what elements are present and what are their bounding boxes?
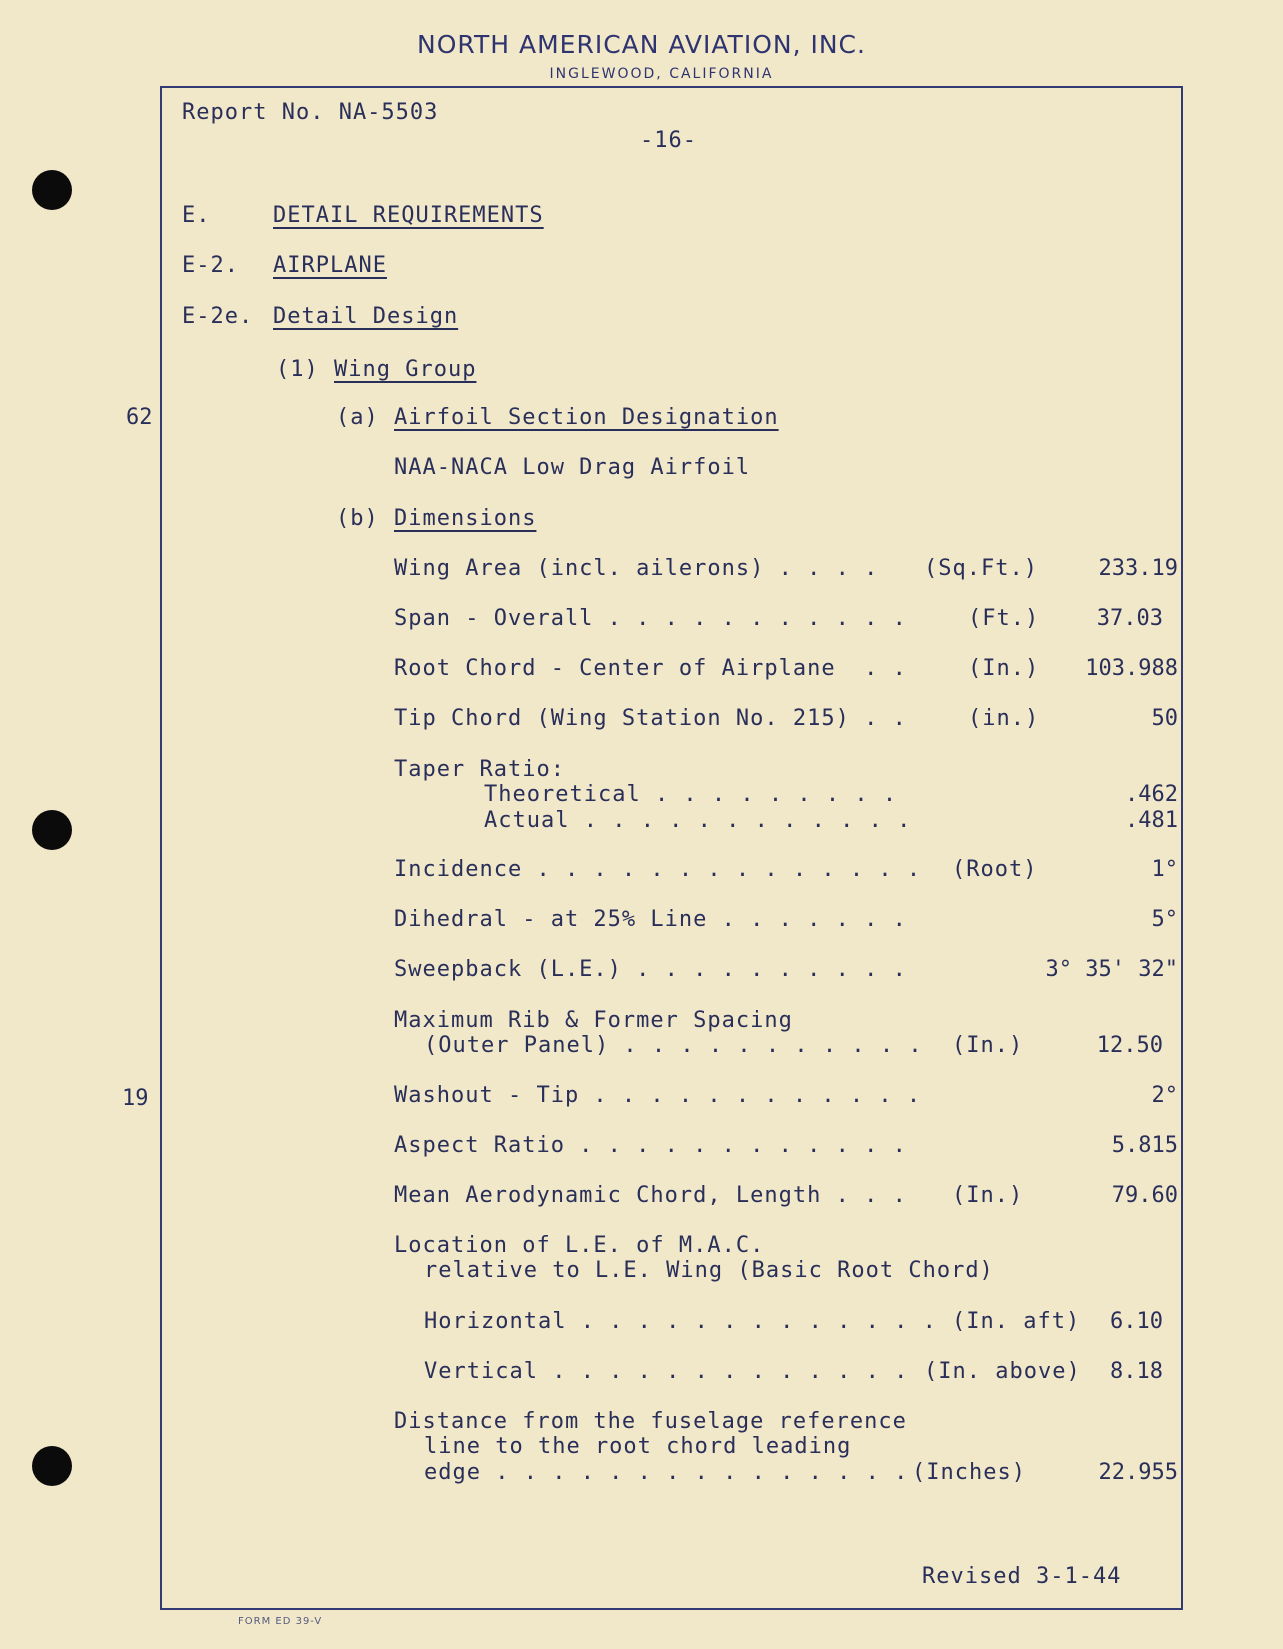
mac-location-label-line2: relative to L.E. Wing (Basic Root Chord) — [424, 1258, 994, 1283]
washout-value: 2° — [1151, 1083, 1178, 1108]
section-e-title: DETAIL REQUIREMENTS — [273, 203, 544, 228]
horizontal-label: Horizontal . . . . . . . . . . . . . — [424, 1309, 937, 1334]
revision-date: Revised 3-1-44 — [922, 1564, 1122, 1589]
frl-distance-unit: (Inches) — [912, 1460, 1026, 1485]
section-e2e-code: E-2e. — [182, 304, 254, 329]
wing-group-title: Wing Group — [334, 357, 477, 382]
wing-area-unit: (Sq.Ft.) — [924, 556, 1038, 581]
dihedral-label: Dihedral - at 25% Line . . . . . . . — [394, 907, 907, 932]
taper-actual-value: .481 — [1125, 808, 1178, 833]
rib-spacing-value: 12.50 — [1096, 1033, 1163, 1058]
mac-length-label: Mean Aerodynamic Chord, Length . . . — [394, 1183, 907, 1208]
margin-note-62: 62 — [126, 405, 153, 430]
vertical-unit: (In. above) — [924, 1359, 1081, 1384]
wing-group-code: (1) — [276, 357, 319, 382]
frl-distance-value: 22.955 — [1098, 1460, 1178, 1485]
binder-hole-middle — [32, 810, 72, 850]
tip-chord-unit: (in.) — [968, 706, 1040, 731]
section-e2e-title: Detail Design — [273, 304, 459, 329]
section-e2-title: AIRPLANE — [273, 253, 387, 278]
root-chord-label: Root Chord - Center of Airplane . . — [394, 656, 907, 681]
taper-ratio-label: Taper Ratio: — [394, 757, 565, 782]
root-chord-value: 103.988 — [1085, 656, 1178, 681]
dimensions-code: (b) — [336, 506, 379, 531]
vertical-label: Vertical . . . . . . . . . . . . . — [424, 1359, 909, 1384]
mac-length-value: 79.60 — [1111, 1183, 1178, 1208]
binder-hole-bottom — [32, 1446, 72, 1486]
incidence-unit: (Root) — [952, 857, 1038, 882]
dihedral-value: 5° — [1151, 907, 1178, 932]
incidence-label: Incidence . . . . . . . . . . . . . . — [394, 857, 922, 882]
wing-area-value: 233.19 — [1098, 556, 1178, 581]
horizontal-value: 6.10 — [1110, 1309, 1163, 1334]
aspect-ratio-value: 5.815 — [1111, 1133, 1178, 1158]
dimensions-title: Dimensions — [394, 506, 537, 531]
airfoil-code: (a) — [336, 405, 379, 430]
airfoil-designation: NAA-NACA Low Drag Airfoil — [394, 455, 751, 480]
mac-location-label-line1: Location of L.E. of M.A.C. — [394, 1233, 765, 1258]
span-label: Span - Overall . . . . . . . . . . . — [394, 606, 907, 631]
company-name: NORTH AMERICAN AVIATION, INC. — [417, 30, 866, 59]
sweepback-value: 3° 35' 32" — [1045, 957, 1178, 982]
frl-distance-label-line1: Distance from the fuselage reference — [394, 1409, 907, 1434]
aspect-ratio-label: Aspect Ratio . . . . . . . . . . . . — [394, 1133, 907, 1158]
frl-distance-label-line2: line to the root chord leading — [424, 1434, 852, 1459]
margin-note-19: 19 — [122, 1086, 149, 1111]
washout-label: Washout - Tip . . . . . . . . . . . . — [394, 1083, 922, 1108]
section-e2-code: E-2. — [182, 253, 239, 278]
root-chord-unit: (In.) — [968, 656, 1040, 681]
page-number: -16- — [640, 128, 697, 153]
rib-spacing-unit: (In.) — [952, 1033, 1024, 1058]
span-unit: (Ft.) — [968, 606, 1040, 631]
sweepback-label: Sweepback (L.E.) . . . . . . . . . . — [394, 957, 907, 982]
company-location: INGLEWOOD, CALIFORNIA — [549, 66, 774, 82]
vertical-value: 8.18 — [1110, 1359, 1163, 1384]
report-number: Report No. NA-5503 — [182, 100, 439, 125]
form-code: FORM ED 39-V — [238, 1616, 323, 1627]
frl-distance-label-line3: edge . . . . . . . . . . . . . . . — [424, 1460, 909, 1485]
airfoil-title: Airfoil Section Designation — [394, 405, 779, 430]
incidence-value: 1° — [1151, 857, 1178, 882]
span-value: 37.03 — [1096, 606, 1163, 631]
tip-chord-value: 50 — [1151, 706, 1178, 731]
mac-length-unit: (In.) — [952, 1183, 1024, 1208]
taper-theoretical-value: .462 — [1125, 782, 1178, 807]
taper-actual-label: Actual . . . . . . . . . . . . — [484, 808, 912, 833]
tip-chord-label: Tip Chord (Wing Station No. 215) . . — [394, 706, 907, 731]
binder-hole-top — [32, 170, 72, 210]
taper-theoretical-label: Theoretical . . . . . . . . . — [484, 782, 898, 807]
rib-spacing-label-line2: (Outer Panel) . . . . . . . . . . . — [424, 1033, 923, 1058]
rib-spacing-label-line1: Maximum Rib & Former Spacing — [394, 1008, 793, 1033]
horizontal-unit: (In. aft) — [952, 1309, 1081, 1334]
wing-area-label: Wing Area (incl. ailerons) . . . . — [394, 556, 879, 581]
section-e-code: E. — [182, 203, 211, 228]
